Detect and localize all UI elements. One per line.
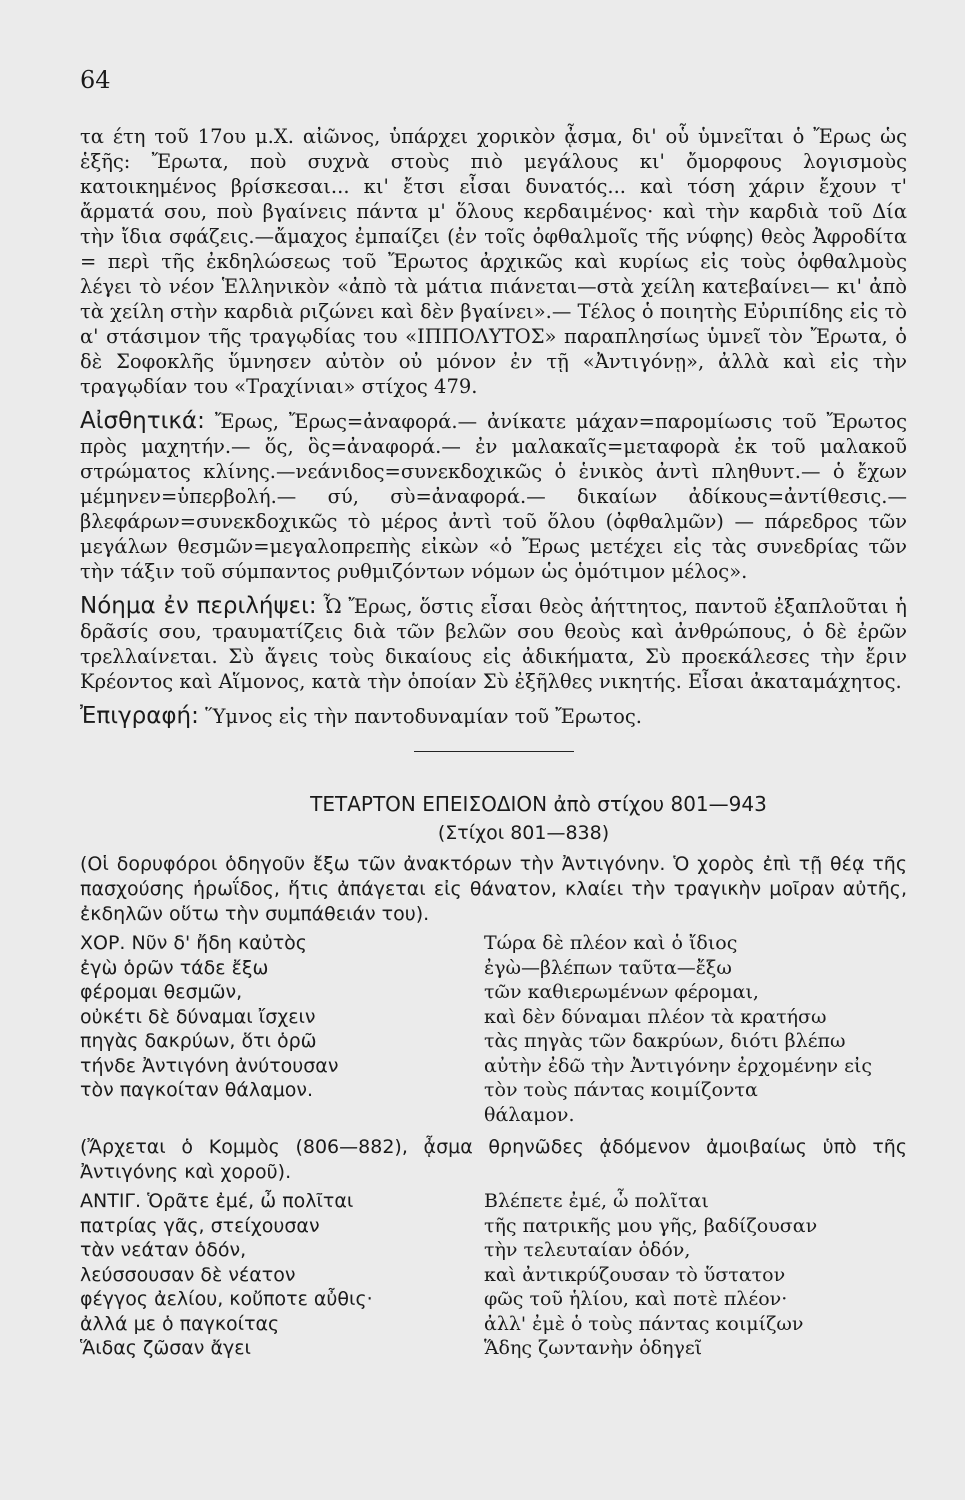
chorus-verses [80,931,907,1127]
noima-text: Ὦ Ἔρως, ὅστις εἶσαι θεὸς ἀήττητος, παντοῦ ἐξαπλοῦται ἡ δρᾶσίς σου, τραυματίζεις διὰ τῶν βελῶν σου θεοὺς καὶ ἀνθρώπους, ὁ δὲ ἐρῶν τρελλαίνεται. Σὺ ἄγεις τοὺς δικαίους εἰς ἀδικήματα, Σὺ προεκάλεσες τὴν ἔριν Κρέοντος καὶ Αἵμονος, κατὰ τὴν ὁποίαν Σὺ ἐξῆλθες νικητής. Εἶσαι ἀκαταμάχητος. [80,595,907,693]
verse-line: λεύσσουσαν δὲ νέατον [80,1263,296,1286]
verse-line: ἀλλά με ὁ παγκοίτας [80,1312,280,1335]
aisthetika-section [80,409,907,584]
verse-line: καὶ ἀντικρύζουσαν τὸ ὕστατον [484,1263,786,1286]
epigrafi-section [80,704,907,729]
verse-line: Ἅιδας ζῶσαν ἄγει [80,1337,251,1359]
verse-line: τὰν νεάταν ὁδόν, [80,1239,247,1261]
page-number: 64 [80,66,111,94]
verse-line: ΧΟΡ. Νῦν δ' ἤδη καὐτὸς [80,932,307,954]
verse-line: πηγὰς δακρύων, ὅτι ὁρῶ [80,1030,317,1052]
epigrafi-text: Ὕμνος εἰς τὴν παντοδυναμίαν τοῦ Ἔρωτος. [205,705,642,728]
antigone-original [80,1189,484,1361]
epigrafi-heading: Ἐπιγραφή: [80,703,199,729]
verse-line: ΑΝΤΙΓ. Ὁρᾶτε ἐμέ, ὦ πολῖται [80,1190,354,1212]
antigone-verses [80,1189,907,1361]
verse-line: Τώρα δὲ πλέον καὶ ὁ ἴδιος [484,932,738,954]
aisthetika-text: Ἔρως, Ἔρως=ἀναφορά.— ἀνίκατε μάχαν=παρομίωσις τοῦ Ἔρωτος πρὸς μαχητήν.— ὅς, ὃς=ἀναφορά.— ἐν μαλακαῖς=μεταφορὰ ἐκ τοῦ μαλακοῦ στρώματος κλίνης.—νεάνιδος=συνεκδοχικῶς ὁ ἑνικὸς ἀντὶ πληθυντ.— ὁ ἔχων μέμηνεν=ὑπερβολή.— σύ, σὺ=ἀναφορά.— δικαίων ἀδίκους=ἀντίθεσις.—βλεφάρων=συνεκδοχικῶς τὸ μέρος ἀντὶ τοῦ ὅλου (ὀφθαλμῶν) — πάρεδρος τῶν μεγάλων θεσμῶν=μεγαλοπρεπὴς εἰκὼν «ὁ Ἔρως μετέχει εἰς τὰς συνεδρίας τῶν τὴν τάξιν τοῦ σύμπαντος ρυθμιζόντων νόμων ὡς ὁμότιμον μέλος». [80,410,908,583]
chorus-original [80,931,484,1127]
verse-line: φέρομαι θεσμῶν, [80,981,243,1003]
noima-heading: Νόημα ἐν περιλήψει: [80,593,317,619]
verse-line: τὸν παγκοίταν θάλαμον. [80,1079,314,1101]
verse-line: φέγγος ἀελίου, κοὔποτε αὖθις· [80,1288,373,1310]
verse-line: αὐτὴν ἐδῶ τὴν Ἀντιγόνην ἐρχομένην εἰς τὸν τοὺς πάντας κοιμίζοντα [484,1054,873,1101]
intro-paragraph: τα έτη τοῦ 17ου μ.Χ. αἰῶνος, ὑπάρχει χορικὸν ᾆσμα, δι' οὗ ὑμνεῖται ὁ Ἔρως ὡς ἑξῆς: Ἔρωτα, ποὺ συχνὰ στοὺς πιὸ μεγάλους κι' ὄμορφους λογισμοὺς κατοικημένος βρίσκεσαι... κι' ἔτσι εἶσαι δυνατός... καὶ τόση χάριν ἔχουν τ' ἄρματά σου, ποὺ βγαίνεις πάντα μ' ὅλους κερδαιμένος· καὶ τὴν καρδιὰ τοῦ Δία τὴν ἴδια σφάζεις.—ἄμαχος ἐμπαίζει (ἐν τοῖς ὀφθαλμοῖς τῆς νύφης) θεὸς Ἀφροδίτα = περὶ τῆς ἐκδηλώσεως τοῦ Ἔρωτος ἀρχικῶς καὶ κυρίως εἰς τοὺς ὀφθαλμοὺς λέγει τὸ νέον Ἑλληνικὸν «ἀπὸ τὰ μάτια πιάνεται—στὰ χείλη κατεβαίνει— κι' ἀπὸ τὰ χείλη στὴν καρδιὰ ριζώνει καὶ δὲν βγαίνει».— Τέλος ὁ ποιητὴς Εὐριπίδης εἰς τὸ α' στάσιμον τῆς τραγῳδίας του «ΙΠΠΟΛΥΤΟΣ» παραπλησίως ὑμνεῖ τὸν Ἔρωτα, ὁ δὲ Σοφοκλῆς ὕμνησεν αὐτὸν οὐ μόνον ἐν τῇ «Ἀντιγόνῃ», ἀλλὰ καὶ εἰς τὴν τραγῳδίαν του «Τραχίνιαι» στίχος 479. [80,125,907,398]
verse-line: ἐγὼ ὁρῶν τάδε ἔξω [80,956,269,979]
verse-line: φῶς τοῦ ἡλίου, καὶ ποτὲ πλέον· [484,1288,788,1310]
verse-line: Βλέπετε ἐμέ, ὦ πολῖται [484,1190,709,1212]
stage-direction-1: (Οἱ δορυφόροι ὁδηγοῦν ἔξω τῶν ἀνακτόρων τὴν Ἀντιγόνην. Ὁ χορὸς ἐπὶ τῇ θέᾳ τῆς πασχούσης ἡρωΐδος, ἥτις ἀπάγεται εἰς θάνατον, κλαίει τὴν τραγικὴν μοῖραν αὐτῆς, ἐκδηλῶν οὕτω τὴν συμπάθειάν του). [80,853,907,925]
antigone-translation [484,1189,907,1361]
verse-line: τῆς πατρικῆς μου γῆς, βαδίζουσαν [484,1214,818,1237]
noima-section [80,594,907,694]
verse-line: καὶ δὲν δύναμαι πλέον τὰ κρατήσω [484,1005,827,1028]
stage-direction-2: (Ἄρχεται ὁ Κομμὸς (806—882), ᾆσμα θρηνῶδες ᾀδόμενον ἀμοιβαίως ὑπὸ τῆς Ἀντιγόνης καὶ χοροῦ). [80,1136,907,1183]
verse-line: Ἅδης ζωντανὴν ὁδηγεῖ [484,1337,703,1359]
verse-line: τὰς πηγὰς τῶν δακρύων, διότι βλέπω [484,1030,846,1052]
verse-line: οὐκέτι δὲ δύναμαι ἴσχειν [80,1005,316,1028]
verse-line: τήνδε Ἀντιγόνη ἀνύτουσαν [80,1054,339,1077]
verse-line: πατρίας γᾶς, στείχουσαν [80,1214,320,1237]
verse-line: τῶν καθιερωμένων φέρομαι, [484,981,759,1003]
verse-line: ἐγὼ—βλέπων ταῦτα—ἔξω [484,956,732,979]
verse-line: τὴν τελευταίαν ὁδόν, [484,1239,691,1261]
section-divider [414,751,574,752]
episode-subtitle: (Στίχοι 801—838) [437,822,610,844]
episode-title: ΤΕΤΑΡΤΟΝ ΕΠΕΙΣΟΔΙΟΝ ἀπὸ στίχου 801—943 [310,792,767,816]
chorus-translation [484,931,907,1127]
aisthetika-heading: Αἰσθητικά: [80,408,205,434]
verse-line: θάλαμον. [484,1103,575,1126]
verse-line: ἀλλ' ἐμὲ ὁ τοὺς πάντας κοιμίζων [484,1312,804,1335]
